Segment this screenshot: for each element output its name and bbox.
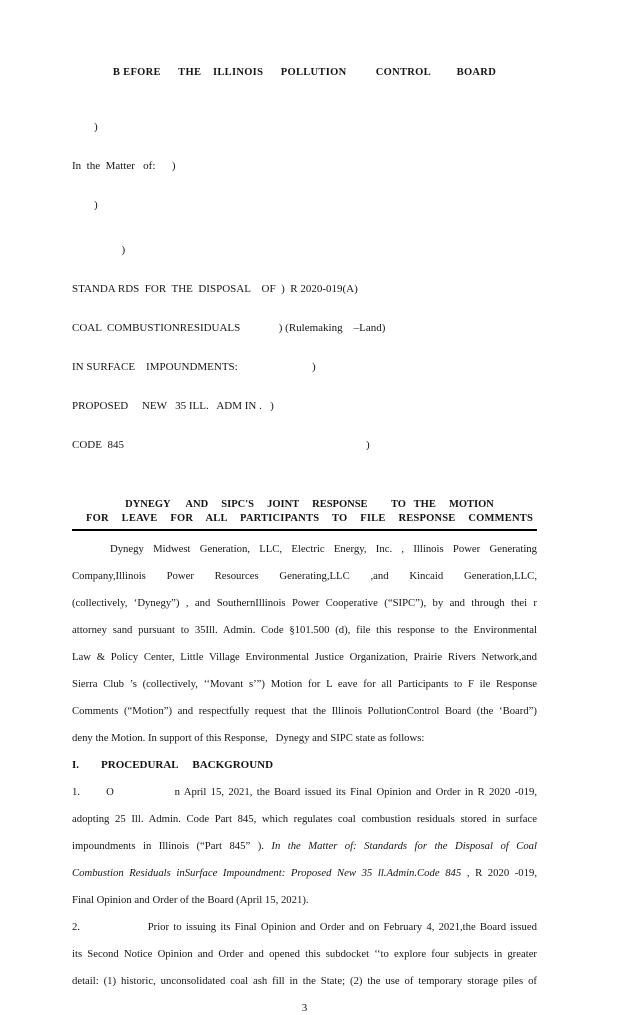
- page-number: 3: [301, 1002, 308, 1014]
- body-line: Company,Illinois Power Resources Generating,LLC ,and Kincaid Generation,LLC,: [72, 570, 537, 582]
- case-citation-italic: Combustion Residuals inSurface Impoundment: Proposed New 35 ll.Admin.Code 845: [72, 867, 462, 879]
- body-line: [72, 860, 537, 887]
- body-line: its Second Notice Opinion and Order and opened this subdocket ‘‘to explore four subjects in greater: [72, 948, 537, 960]
- body-line: attorney sand pursuant to 35Ill. Admin. Code §101.500 (d), file this response to the Environmental: [72, 624, 537, 636]
- body-line: (collectively, ‘Dynegy”) , and SouthernIllinois Power Cooperative (“SIPC”), by and through thei r: [72, 597, 537, 609]
- caption-line: IN SURFACE IMPOUNDMENTS: ): [72, 361, 316, 373]
- response-title: [72, 498, 537, 531]
- body-line: Comments (“Motion”) and respectfully request that the Illinois PollutionControl Board (the ‘Board”): [72, 705, 537, 717]
- title-line-2: FOR LEAVE FOR ALL PARTICIPANTS TO FILE RESPONSE COMMENTS: [86, 513, 533, 524]
- document-body: [72, 536, 537, 995]
- body-line: [72, 833, 537, 860]
- caption-line: ): [72, 199, 98, 211]
- title-line-1: DYNEGY AND SIPC'S JOINT RESPONSE TO THE MOTION: [125, 499, 494, 510]
- body-line: Dynegy Midwest Generation, LLC, Electric Energy, Inc. , Illinois Power Generating: [110, 543, 537, 555]
- court-header: B EFORE THE ILLINOIS POLLUTION CONTROL BOARD: [112, 67, 497, 78]
- body-line: adopting 25 Ill. Admin. Code Part 845, which regulates coal combustion residuals stored in surface: [72, 813, 537, 825]
- case-citation-italic: In the Matter of: Standards for the Disposal of Coal: [271, 840, 537, 852]
- caption-line: ): [72, 244, 126, 256]
- caption-line: ): [72, 121, 98, 133]
- caption-line: In the Matter of: ): [72, 160, 176, 172]
- body-line: deny the Motion. In support of this Response, Dynegy and SIPC state as follows:: [72, 732, 425, 744]
- caption-line: PROPOSED NEW 35 ILL. ADM IN . ): [72, 400, 274, 412]
- body-line: 2. Prior to issuing its Final Opinion and Order and on February 4, 2021,the Board issued: [72, 921, 537, 933]
- body-line-roman: impoundments in Illinois (“Part 845” ).: [72, 840, 272, 852]
- body-line: detail: (1) historic, unconsolidated coal ash fill in the State; (2) the use of temporary storage piles of: [72, 975, 537, 987]
- case-caption: [72, 95, 537, 478]
- body-line-roman: , R 2020 -019,: [461, 867, 538, 879]
- caption-line: COAL COMBUSTIONRESIDUALS ) (Rulemaking –Land): [72, 322, 386, 334]
- body-line: Law & Policy Center, Little Village Environmental Justice Organization, Prairie Rivers Network,and: [72, 651, 537, 663]
- section-heading: I. PROCEDURAL BACKGROUND: [72, 759, 274, 771]
- caption-line: STANDA RDS FOR THE DISPOSAL OF ) R 2020-019(A): [72, 283, 358, 295]
- body-line: Sierra Club ’s (collectively, ‘‘Movant s’”) Motion for L eave for all Participants to F ile Response: [72, 678, 537, 690]
- caption-line: CODE 845 ): [72, 439, 370, 451]
- body-line: Final Opinion and Order of the Board (April 15, 2021).: [72, 894, 309, 906]
- body-line: 1. O n April 15, 2021, the Board issued its Final Opinion and Order in R 2020 -019,: [72, 786, 537, 798]
